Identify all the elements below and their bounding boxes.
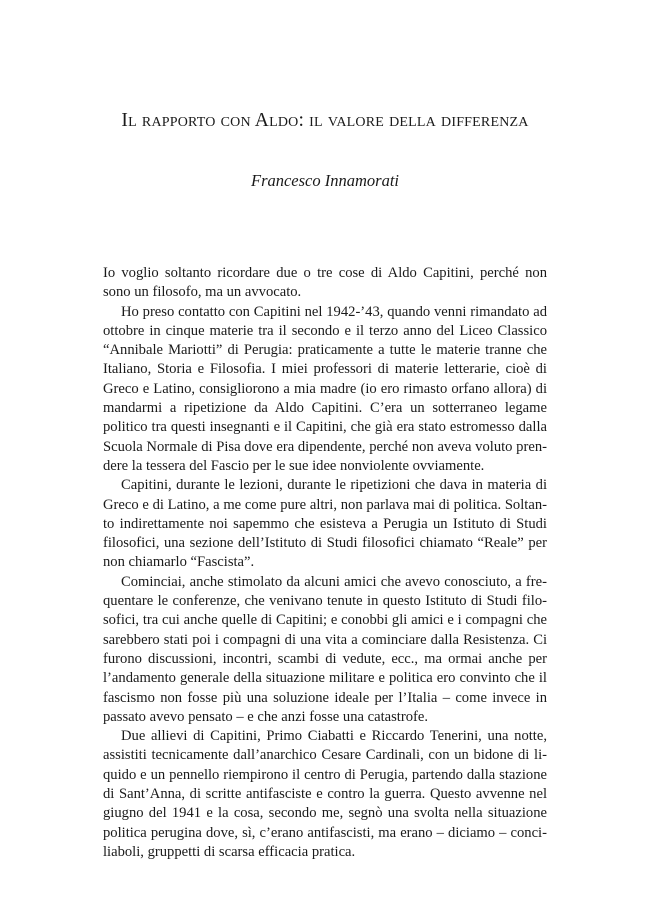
author-name: Francesco Innamorati [250,171,400,190]
chapter-title: Il rapporto con Aldo: il valore della differenza [121,110,529,131]
paragraph: Ho preso contatto con Capitini nel 1942-’43, quando venni rimandato ad ottobre in cinque materie tra il secondo e il terzo anno del Liceo Classico “Annibale Mariotti” di Perugia: praticamente a tutte le materie tranne che Italiano, Storia e Filosofia. I miei professori di materie letterarie, cioè di Greco e Latino, consigliorono a mia madre (io ero rimasto orfano allora) di mandarmi a ripetizione da Aldo Capitini. C’era un sotterraneo legame politico tra questi insegnanti e il Capitini, che già era stato estromesso dalla Scuola Normale di Pisa dove era dipendente, perché non aveva voluto prendere la tessera del Fascio per le sue idee nonviolente ovviamente. [103,303,547,474]
paragraph: Io voglio soltanto ricordare due o tre cose di Aldo Capitini, perché non sono un filosofo, ma un avvocato. [103,265,547,301]
paragraph: Capitini, durante le lezioni, durante le ripetizioni che dava in materia di Greco e di Latino, a me come pure altri, non parlava mai di politica. Soltanto indirettamente noi sapemmo che esisteva a Perugia un Istituto di Studi filosofici, una sezione dell’Istituto di Studi filosofici chiamato “Reale” per non chiamarlo “Fascista”. [103,477,547,571]
body-text [103,264,547,862]
paragraph: Due allievi di Capitini, Primo Ciabatti e Riccardo Tenerini, una notte, assistiti tecnicamente dall’anarchico Cesare Cardinali, con un bidone di liquido e un pennello riempirono il centro di Perugia, partendo dalla stazione di Sant’Anna, di scritte antifasciste e contro la guerra. Questo avvenne nel giugno del 1941 e la cosa, secondo me, segnò una svolta nella situazione politica perugina dove, sì, c’erano antifascisti, ma erano – diciamo – conciliaboli, gruppetti di scarsa efficacia pratica. [103,728,547,860]
paragraph: Cominciai, anche stimolato da alcuni amici che avevo conosciuto, a frequentare le conferenze, che venivano tenute in questo Istituto di Studi filosofici, tra cui anche quelle di Capitini; e conobbi gli amici e i compagni che sarebbero stati poi i compagni di una vita a cominciare dalla Resistenza. Ci furono discussioni, incontri, scambi di vedute, ecc., ma ormai anche per l’andamento generale della situazione militare e politica ero convinto che il fascismo non fosse più una soluzione ideale per l’Italia – come invece in passato avevo pensato – e che anzi fosse una catastrofe. [103,573,547,725]
